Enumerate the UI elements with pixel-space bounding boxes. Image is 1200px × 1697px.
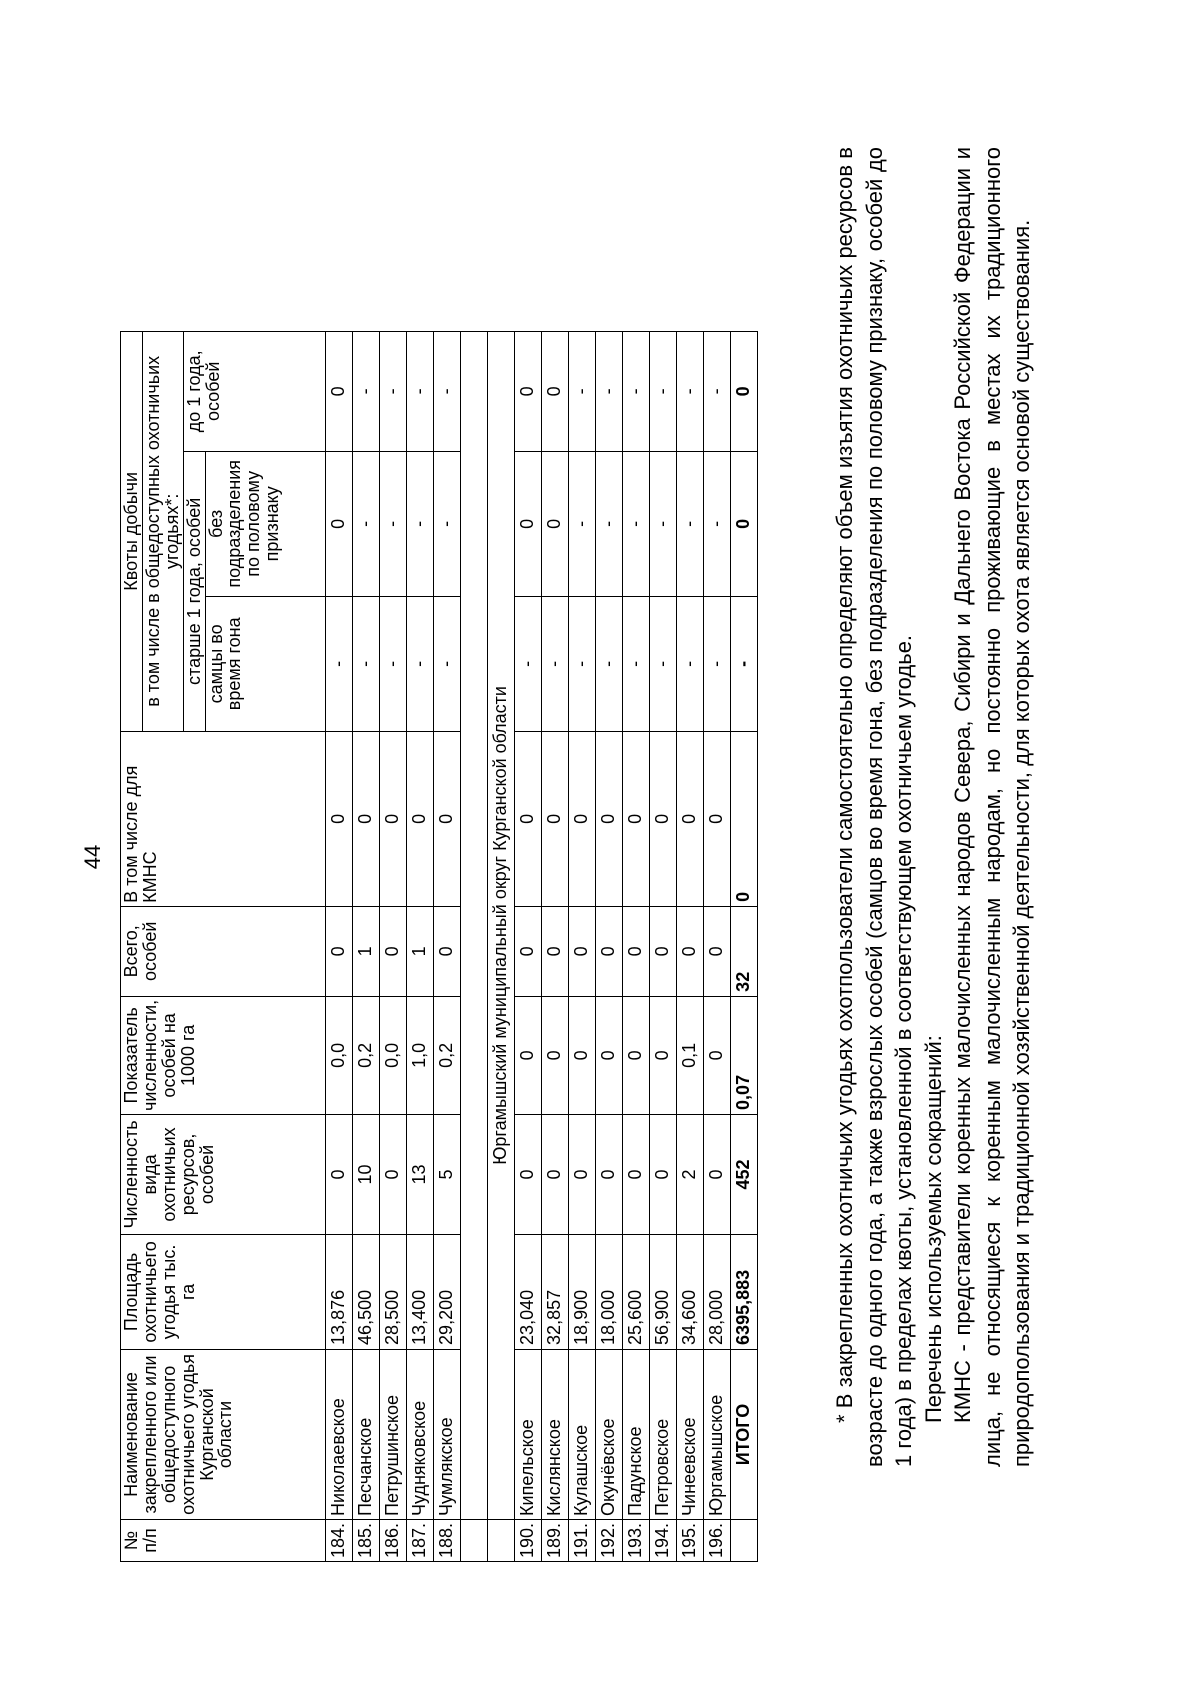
density-cell: 1,0 <box>406 996 433 1114</box>
nosex-cell: - <box>379 451 406 596</box>
total-density-cell: 0,07 <box>730 996 757 1114</box>
area-cell: 18,000 <box>595 1234 622 1349</box>
nosex-cell: 0 <box>514 451 541 596</box>
count-cell: 0 <box>514 1114 541 1234</box>
young-cell: - <box>676 331 703 451</box>
header-public: в том числе в общедоступных охотничьих угодьях*: <box>142 331 183 731</box>
table-row <box>325 331 352 1561</box>
count-cell: 10 <box>352 1114 379 1234</box>
area-cell: 29,200 <box>433 1234 460 1349</box>
area-cell: 34,600 <box>676 1234 703 1349</box>
nosex-cell: - <box>595 451 622 596</box>
region-label: Юргамышский муниципальный округ Курганской области <box>487 331 514 1519</box>
density-cell: 0,0 <box>325 996 352 1114</box>
area-cell: 46,500 <box>352 1234 379 1349</box>
total-cell: 1 <box>352 906 379 996</box>
kmns-definition: КМНС - представители коренных малочисленных народов Севера, Сибири и Дальнего Востока Российской Федерации и лица, не относящиеся к коренным малочисленным народам, но постоянно проживающие в местах их традиционного природопользования и традиционной хозяйственной деятельности, для которых охота является основой существования. <box>950 147 1034 1467</box>
total-num-cell <box>730 1519 757 1561</box>
table-row <box>622 331 649 1561</box>
kmns-cell: 0 <box>622 731 649 906</box>
kmns-cell: 0 <box>325 731 352 906</box>
total-cell: 0 <box>379 906 406 996</box>
area-cell: 23,040 <box>514 1234 541 1349</box>
table-row <box>514 331 541 1561</box>
kmns-cell: 0 <box>703 731 730 906</box>
name-cell: Песчанское <box>352 1349 379 1519</box>
males-cell: - <box>352 596 379 731</box>
total-cell: 0 <box>325 906 352 996</box>
nosex-cell: - <box>703 451 730 596</box>
nosex-cell: - <box>568 451 595 596</box>
total-cell: 0 <box>703 906 730 996</box>
header-kmns: В том числе для КМНС <box>121 731 326 906</box>
density-cell: 0 <box>595 996 622 1114</box>
kmns-cell: 0 <box>541 731 568 906</box>
males-cell: - <box>649 596 676 731</box>
name-cell: Кислянское <box>541 1349 568 1519</box>
kmns-cell: 0 <box>514 731 541 906</box>
nosex-cell: - <box>352 451 379 596</box>
total-cell: 0 <box>595 906 622 996</box>
num-cell: 184. <box>325 1519 352 1561</box>
name-cell: Николаевское <box>325 1349 352 1519</box>
num-cell: 195. <box>676 1519 703 1561</box>
males-cell: - <box>703 596 730 731</box>
num-cell: 191. <box>568 1519 595 1561</box>
count-cell: 5 <box>433 1114 460 1234</box>
name-cell: Кулашское <box>568 1349 595 1519</box>
nosex-cell: 0 <box>325 451 352 596</box>
count-cell: 0 <box>622 1114 649 1234</box>
num-cell: 186. <box>379 1519 406 1561</box>
total-total-cell: 32 <box>730 906 757 996</box>
density-cell: 0,2 <box>433 996 460 1114</box>
total-name-cell: ИТОГО <box>730 1349 757 1519</box>
header-count: Численность вида охотничьих ресурсов, особей <box>121 1114 326 1234</box>
nosex-cell: - <box>622 451 649 596</box>
density-cell: 0 <box>568 996 595 1114</box>
num-cell: 189. <box>541 1519 568 1561</box>
area-cell: 56,900 <box>649 1234 676 1349</box>
young-cell: 0 <box>541 331 568 451</box>
nosex-cell: - <box>406 451 433 596</box>
males-cell: - <box>406 596 433 731</box>
header-area: Площадь охотничьего угодья тыс. га <box>121 1234 326 1349</box>
density-cell: 0 <box>514 996 541 1114</box>
kmns-cell: 0 <box>433 731 460 906</box>
name-cell: Юргамышское <box>703 1349 730 1519</box>
males-cell: - <box>622 596 649 731</box>
num-cell: 193. <box>622 1519 649 1561</box>
kmns-cell: 0 <box>379 731 406 906</box>
count-cell: 0 <box>649 1114 676 1234</box>
area-cell: 13,400 <box>406 1234 433 1349</box>
footnote: * В закрепленных охотничьих угодьях охотпользователи самостоятельно определяют объем изъятия охотничьих ресурсов в возрасте до одного года, а также взрослых особей (самцов во время гона, без подразделения по половому признаку, особей до 1 года) в пределах квоты, установленной в соответствующем охотничьем угодье. <box>832 147 916 1467</box>
table-row <box>649 331 676 1561</box>
kmns-cell: 0 <box>649 731 676 906</box>
nosex-cell: - <box>433 451 460 596</box>
males-cell: - <box>514 596 541 731</box>
num-cell: 187. <box>406 1519 433 1561</box>
total-cell: 0 <box>676 906 703 996</box>
name-cell: Чинеевское <box>676 1349 703 1519</box>
young-cell: - <box>568 331 595 451</box>
density-cell: 0 <box>622 996 649 1114</box>
nosex-cell: - <box>649 451 676 596</box>
total-cell: 0 <box>514 906 541 996</box>
name-cell: Кипельское <box>514 1349 541 1519</box>
nosex-cell: - <box>676 451 703 596</box>
count-cell: 2 <box>676 1114 703 1234</box>
total-males-cell: - <box>730 596 757 731</box>
area-cell: 32,857 <box>541 1234 568 1349</box>
page-number: 44 <box>80 844 105 870</box>
young-cell: - <box>352 331 379 451</box>
males-cell: - <box>541 596 568 731</box>
table-row <box>406 331 433 1561</box>
abbreviations-title: Перечень используемых сокращений: <box>920 1035 946 1423</box>
table-row <box>379 331 406 1561</box>
area-cell: 25,600 <box>622 1234 649 1349</box>
density-cell: 0 <box>649 996 676 1114</box>
total-kmns-cell: 0 <box>730 731 757 906</box>
num-cell: 196. <box>703 1519 730 1561</box>
total-row <box>730 331 757 1561</box>
num-cell: 194. <box>649 1519 676 1561</box>
young-cell: - <box>406 331 433 451</box>
num-cell: 185. <box>352 1519 379 1561</box>
males-cell: - <box>433 596 460 731</box>
blank-row <box>460 331 487 1561</box>
density-cell: 0,1 <box>676 996 703 1114</box>
kmns-cell: 0 <box>568 731 595 906</box>
count-cell: 0 <box>325 1114 352 1234</box>
young-cell: - <box>595 331 622 451</box>
males-cell: - <box>568 596 595 731</box>
males-cell: - <box>325 596 352 731</box>
area-cell: 13,876 <box>325 1234 352 1349</box>
males-cell: - <box>595 596 622 731</box>
density-cell: 0,2 <box>352 996 379 1114</box>
kmns-cell: 0 <box>676 731 703 906</box>
density-cell: 0 <box>703 996 730 1114</box>
area-cell: 28,000 <box>703 1234 730 1349</box>
kmns-cell: 0 <box>406 731 433 906</box>
total-nosex-cell: 0 <box>730 451 757 596</box>
young-cell: 0 <box>325 331 352 451</box>
density-cell: 0 <box>541 996 568 1114</box>
young-cell: - <box>649 331 676 451</box>
count-cell: 0 <box>379 1114 406 1234</box>
kmns-cell: 0 <box>352 731 379 906</box>
quota-table <box>120 331 758 1562</box>
name-cell: Петрушинское <box>379 1349 406 1519</box>
table-row <box>568 331 595 1561</box>
young-cell: - <box>703 331 730 451</box>
table-row <box>595 331 622 1561</box>
name-cell: Петровское <box>649 1349 676 1519</box>
header-name: Наименование закрепленного или общедоступного охотничьего угодья Курганской области <box>121 1349 326 1519</box>
num-cell: 192. <box>595 1519 622 1561</box>
table-row <box>433 331 460 1561</box>
males-cell: - <box>676 596 703 731</box>
area-cell: 18,900 <box>568 1234 595 1349</box>
header-total: Всего, особей <box>121 906 326 996</box>
table-row <box>676 331 703 1561</box>
header-young: до 1 года, особей <box>183 331 325 451</box>
kmns-cell: 0 <box>595 731 622 906</box>
region-row <box>487 331 514 1561</box>
total-area-cell: 6395,883 <box>730 1234 757 1349</box>
total-cell: 0 <box>568 906 595 996</box>
num-cell: 190. <box>514 1519 541 1561</box>
young-cell: - <box>379 331 406 451</box>
total-cell: 0 <box>433 906 460 996</box>
total-young-cell: 0 <box>730 331 757 451</box>
header-quota: Квоты добычи <box>121 331 143 731</box>
total-count-cell: 452 <box>730 1114 757 1234</box>
males-cell: - <box>379 596 406 731</box>
area-cell: 28,500 <box>379 1234 406 1349</box>
young-cell: - <box>622 331 649 451</box>
name-cell: Чудняковское <box>406 1349 433 1519</box>
notes-block <box>830 147 1037 1467</box>
count-cell: 0 <box>568 1114 595 1234</box>
name-cell: Окунёвское <box>595 1349 622 1519</box>
header-older: старше 1 года, особей <box>183 451 205 731</box>
total-cell: 1 <box>406 906 433 996</box>
header-density: Показатель численности, особей на 1000 га <box>121 996 326 1114</box>
density-cell: 0,0 <box>379 996 406 1114</box>
count-cell: 0 <box>703 1114 730 1234</box>
header-num: № п/п <box>121 1519 326 1561</box>
nosex-cell: 0 <box>541 451 568 596</box>
num-cell: 188. <box>433 1519 460 1561</box>
total-cell: 0 <box>622 906 649 996</box>
count-cell: 13 <box>406 1114 433 1234</box>
young-cell: - <box>433 331 460 451</box>
header-nosex: без подразделения по половому признаку <box>205 451 325 596</box>
table-row <box>541 331 568 1561</box>
header-males: самцы во время гона <box>205 596 325 731</box>
total-cell: 0 <box>649 906 676 996</box>
count-cell: 0 <box>541 1114 568 1234</box>
table-row <box>352 331 379 1561</box>
total-cell: 0 <box>541 906 568 996</box>
table-row <box>703 331 730 1561</box>
young-cell: 0 <box>514 331 541 451</box>
name-cell: Чумлякское <box>433 1349 460 1519</box>
count-cell: 0 <box>595 1114 622 1234</box>
name-cell: Падунское <box>622 1349 649 1519</box>
